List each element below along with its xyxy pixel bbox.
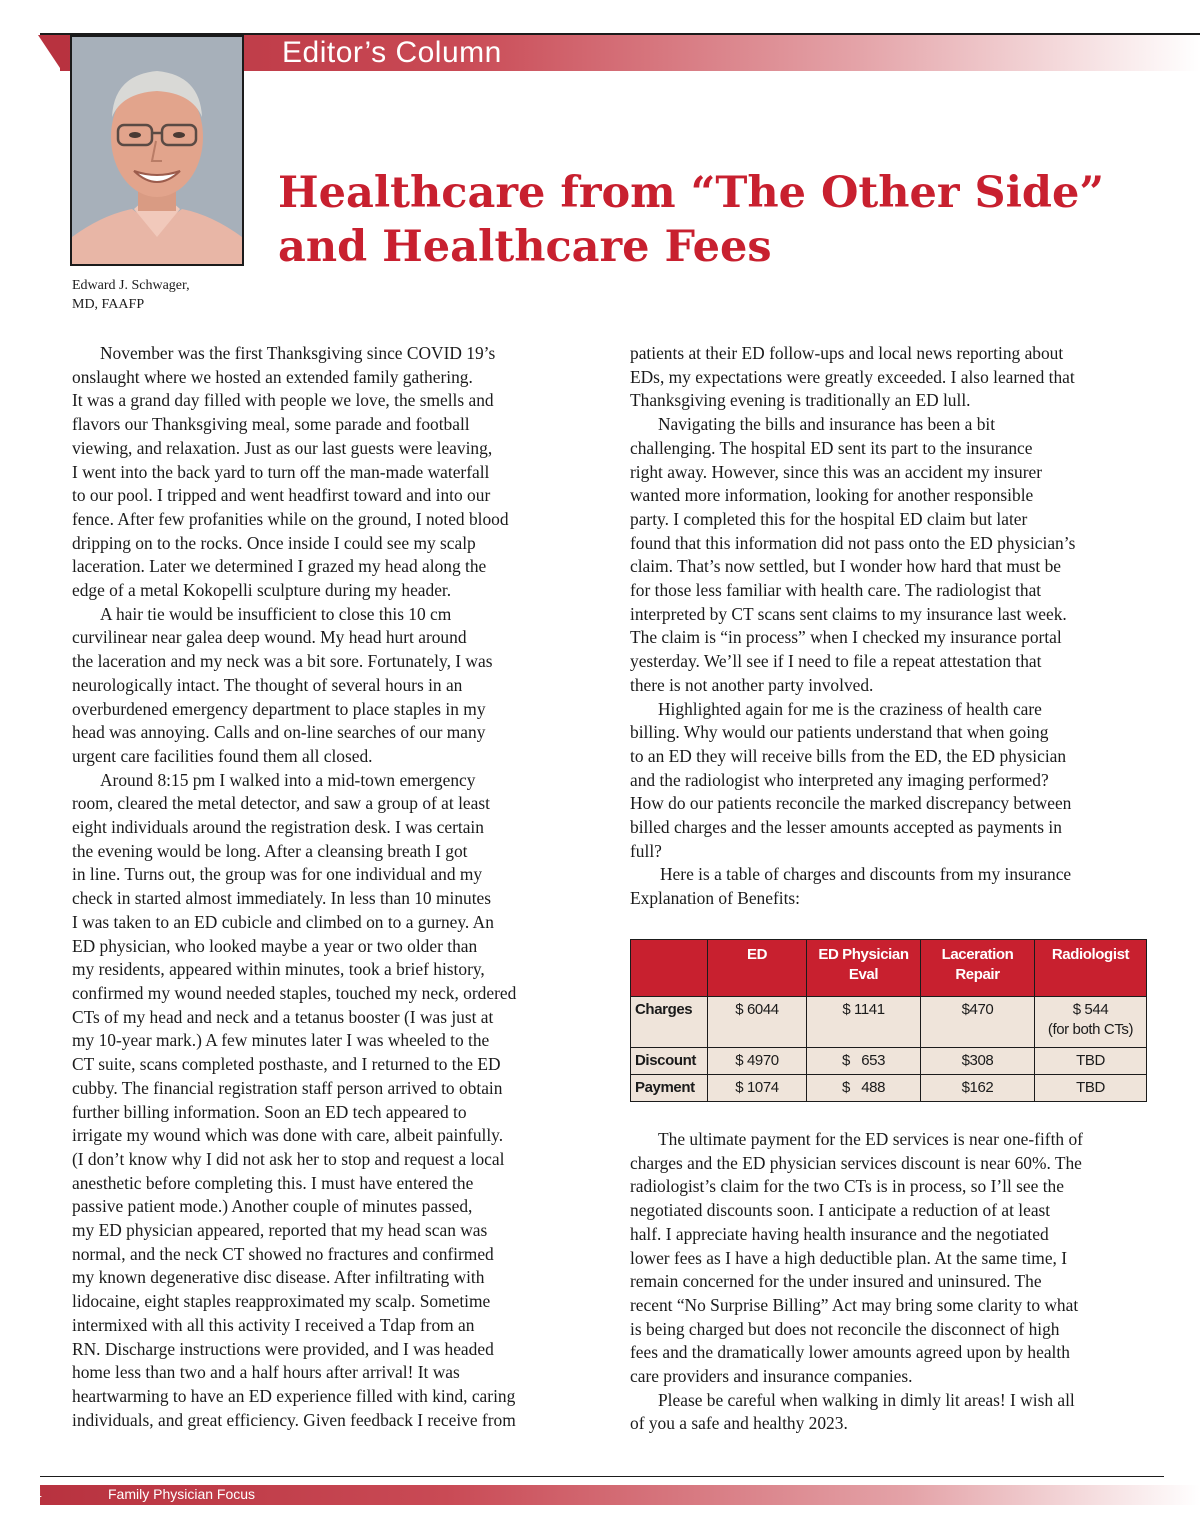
table-cell: $308: [921, 1048, 1035, 1075]
text-line: home less than two and a half hours after arrival! It was: [72, 1362, 460, 1383]
text-line: further billing information. Soon an ED tech appeared to: [72, 1101, 467, 1122]
text-line: curvilinear near galea deep wound. My head hurt around: [72, 627, 467, 648]
row-label-charges: Charges: [631, 997, 708, 1048]
text-line: fence. After few profanities while on the ground, I noted blood: [72, 508, 509, 529]
fees-header-laceration-repair: [921, 940, 1035, 997]
text-line: laceration. Later we determined I grazed my head along the: [72, 556, 487, 577]
text-line: lower fees as I have a high deductible plan. At the same time, I: [630, 1247, 1068, 1268]
text-line: challenging. The hospital ED sent its part to the insurance: [630, 437, 1033, 458]
fees-header-line: ED Physician: [818, 946, 909, 963]
text-line: remain concerned for the under insured and uninsured. The: [630, 1271, 1042, 1292]
text-line: yesterday. We’ll see if I need to file a repeat attestation that: [630, 651, 1042, 672]
text-line: Explanation of Benefits:: [630, 888, 801, 909]
text-line: my known degenerative disc disease. After infiltrating with: [72, 1267, 485, 1288]
author-credentials: MD, FAAFP: [72, 297, 145, 312]
text-line: It was a grand day filled with people we love, the smells and: [72, 390, 494, 411]
text-line: head was annoying. Calls and on-line searches of our many: [72, 722, 486, 743]
text-line: recent “No Surprise Billing” Act may bring some clarity to what: [630, 1294, 1079, 1315]
author-photo: [70, 35, 244, 266]
author-caption: [72, 276, 190, 314]
publication-name: Family Physician Focus: [108, 1486, 256, 1502]
text-line: Thanksgiving evening is traditionally an ED lull.: [630, 390, 971, 411]
table-cell: $ 1074: [708, 1075, 807, 1102]
text-line: heartwarming to have an ED experience filled with kind, caring: [72, 1385, 516, 1406]
text-line: edge of a metal Kokopelli sculpture during my header.: [72, 580, 452, 601]
text-line: to our pool. I tripped and went headfirst toward and into our: [72, 485, 491, 506]
text-line: anesthetic before completing this. I must have entered the: [72, 1172, 474, 1193]
fees-header-line: Eval: [848, 966, 879, 983]
text-line: individuals, and great efficiency. Given feedback I receive from: [72, 1409, 516, 1430]
fees-header-empty: [631, 940, 708, 997]
text-line: fees and the dramatically lower amounts agreed upon by health: [630, 1342, 1070, 1363]
text-line: check in started almost immediately. In less than 10 minutes: [72, 888, 492, 909]
text-line: A hair tie would be insufficient to close this 10 cm: [100, 603, 452, 624]
text-line: claim. That’s now settled, but I wonder how hard that must be: [630, 556, 1061, 577]
text-line: for those less familiar with health care. The radiologist that: [630, 580, 1042, 601]
text-line: eight individuals around the registration desk. I was certain: [72, 817, 484, 838]
text-line: passive patient mode.) Another couple of minutes passed,: [72, 1196, 473, 1217]
text-line: billing. Why would our patients understand that when going: [630, 722, 1049, 743]
text-line: charges and the ED physician services discount is near 60%. The: [630, 1152, 1082, 1173]
text-line: EDs, my expectations were greatly exceeded. I also learned that: [630, 366, 1075, 387]
text-line: room, cleared the metal detector, and saw a group of at least: [72, 793, 490, 814]
author-portrait-illustration: [72, 37, 242, 264]
text-line: Please be careful when walking in dimly lit areas! I wish all: [658, 1389, 1075, 1410]
text-line: intermixed with all this activity I received a Tdap from an: [72, 1314, 475, 1335]
page-number: 4: [34, 1486, 42, 1502]
text-line: November was the first Thanksgiving since COVID 19’s: [100, 343, 496, 363]
table-cell: TBD: [1035, 1048, 1147, 1075]
table-cell: $ 488: [807, 1075, 921, 1102]
fees-header-line: Laceration: [941, 946, 1014, 963]
text-line: Navigating the bills and insurance has been a bit: [658, 414, 996, 435]
text-line: half. I appreciate having health insurance and the negotiated: [630, 1223, 1049, 1244]
text-line: neurologically intact. The thought of several hours in an: [72, 674, 463, 695]
text-line: full?: [630, 840, 662, 861]
text-line: billed charges and the lesser amounts accepted as payments in: [630, 817, 1062, 838]
text-line: wanted more information, looking for another responsible: [630, 485, 1034, 506]
text-line: radiologist’s claim for the two CTs is in process, so I’ll see the: [630, 1176, 1064, 1197]
text-line: The claim is “in process” when I checked my insurance portal: [630, 627, 1062, 648]
text-line: flavors our Thanksgiving meal, some parade and football: [72, 414, 470, 435]
cell-note: (for both CTs): [1047, 1021, 1134, 1038]
text-line: irrigate my wound which was done with care, albeit painfully.: [72, 1125, 504, 1146]
article-title-line-2: and Healthcare Fees: [278, 222, 772, 272]
text-line: in line. Turns out, the group was for one individual and my: [72, 864, 483, 885]
text-line: the evening would be long. After a cleansing breath I got: [72, 840, 468, 861]
fees-header-radiologist: Radiologist: [1035, 940, 1147, 997]
text-line: there is not another party involved.: [630, 674, 874, 695]
bottom-rule: [40, 1476, 1164, 1477]
table-row: [631, 997, 1147, 1048]
text-line: my ED physician appeared, reported that my head scan was: [72, 1220, 488, 1241]
text-line: and the radiologist who interpreted any imaging performed?: [630, 769, 1049, 790]
text-line: my 10-year mark.) A few minutes later I was wheeled to the: [72, 1030, 490, 1051]
article-title: [278, 166, 1104, 274]
author-name: Edward J. Schwager,: [72, 278, 190, 293]
fees-header-ed: ED: [708, 940, 807, 997]
cell-value: $ 544: [1072, 1001, 1109, 1018]
table-cell: $ 1141: [807, 997, 921, 1048]
text-line: to an ED they will receive bills from the ED, the ED physician: [630, 745, 1067, 766]
text-line: The ultimate payment for the ED services is near one-fifth of: [658, 1129, 1083, 1149]
text-line: is being charged but does not reconcile the disconnect of high: [630, 1318, 1060, 1339]
table-cell: $ 4970: [708, 1048, 807, 1075]
fees-header-ed-physician-eval: [807, 940, 921, 997]
table-cell: $ 6044: [708, 997, 807, 1048]
table-cell: TBD: [1035, 1075, 1147, 1102]
row-label-discount: Discount: [631, 1048, 708, 1075]
text-line: ED physician, who looked maybe a year or two older than: [72, 935, 478, 956]
text-line: (I don’t know why I did not ask her to stop and request a local: [72, 1148, 505, 1169]
article-column-right: [630, 342, 1170, 911]
table-cell-radiologist-charges: [1035, 997, 1147, 1048]
text-line: viewing, and relaxation. Just as our last guests were leaving,: [72, 437, 493, 458]
text-line: I was taken to an ED cubicle and climbed on to a gurney. An: [72, 911, 494, 932]
fees-header-line: Repair: [955, 966, 1000, 983]
text-line: party. I completed this for the hospital ED claim but later: [630, 508, 1028, 529]
text-line: patients at their ED follow-ups and local news reporting about: [630, 343, 1064, 363]
text-line: right away. However, since this was an accident my insurer: [630, 461, 1043, 482]
text-line: lidocaine, eight staples reapproximated my scalp. Sometime: [72, 1291, 491, 1312]
text-line: onslaught where we hosted an extended family gathering.: [72, 366, 473, 387]
text-line: dripping on to the rocks. Once inside I could see my scalp: [72, 532, 476, 553]
fees-table: [630, 939, 1147, 1102]
fees-table-header-row: [631, 940, 1147, 997]
text-line: of you a safe and healthy 2023.: [630, 1413, 848, 1434]
text-line: overburdened emergency department to place staples in my: [72, 698, 486, 719]
header-band-edge: [38, 35, 62, 71]
table-row: [631, 1075, 1147, 1102]
text-line: normal, and the neck CT showed no fractures and confirmed: [72, 1243, 494, 1264]
row-label-payment: Payment: [631, 1075, 708, 1102]
table-cell: $ 653: [807, 1048, 921, 1075]
text-line: urgent care facilities found them all closed.: [72, 745, 373, 766]
text-line: interpreted by CT scans sent claims to my insurance last week.: [630, 603, 1067, 624]
text-line: found that this information did not pass onto the ED physician’s: [630, 532, 1076, 553]
text-line: RN. Discharge instructions were provided, and I was headed: [72, 1338, 494, 1359]
table-row: [631, 1048, 1147, 1075]
text-line: confirmed my wound needed staples, touched my neck, ordered: [72, 982, 517, 1003]
text-line: CTs of my head and neck and a tetanus booster (I was just at: [72, 1006, 494, 1027]
text-line: Here is a table of charges and discounts from my insurance: [660, 864, 1072, 885]
article-column-right-continued: [630, 1128, 1170, 1436]
text-line: negotiated discounts soon. I anticipate a reduction of at least: [630, 1200, 1051, 1221]
text-line: Highlighted again for me is the craziness of health care: [658, 698, 1042, 719]
text-line: I went into the back yard to turn off the man-made waterfall: [72, 461, 490, 482]
text-line: CT suite, scans completed posthaste, and I returned to the ED: [72, 1054, 501, 1075]
article-column-left: [72, 342, 610, 1432]
text-line: Around 8:15 pm I walked into a mid-town emergency: [100, 769, 476, 790]
table-cell: $162: [921, 1075, 1035, 1102]
table-cell: $470: [921, 997, 1035, 1048]
text-line: cubby. The financial registration staff person arrived to obtain: [72, 1077, 503, 1098]
text-line: the laceration and my neck was a bit sore. Fortunately, I was: [72, 651, 493, 672]
text-line: my residents, appeared within minutes, took a brief history,: [72, 959, 485, 980]
section-label: Editor’s Column: [282, 36, 502, 69]
text-line: How do our patients reconcile the marked discrepancy between: [630, 793, 1072, 814]
article-title-line-1: Healthcare from “The Other Side”: [278, 168, 1105, 218]
text-line: care providers and insurance companies.: [630, 1366, 913, 1387]
